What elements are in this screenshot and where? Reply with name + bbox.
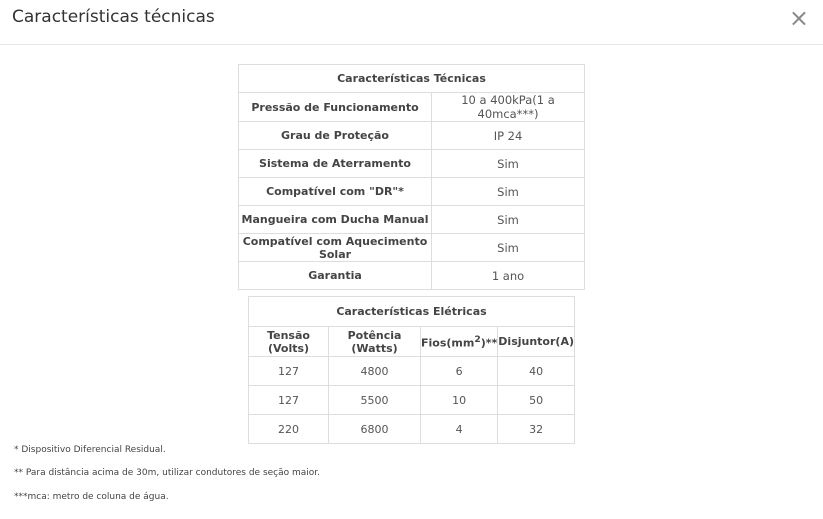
table-row bbox=[239, 206, 585, 234]
table-row bbox=[239, 93, 585, 122]
spec-label: Sistema de Aterramento bbox=[239, 150, 432, 178]
technical-specs-caption: Características Técnicas bbox=[239, 65, 585, 93]
spec-value: Sim bbox=[432, 206, 585, 234]
table-row bbox=[249, 415, 575, 444]
header-wires-prefix: Fios(mm bbox=[421, 336, 475, 350]
table-row bbox=[239, 234, 585, 262]
close-icon[interactable]: × bbox=[788, 4, 809, 32]
cell-power: 6800 bbox=[329, 415, 421, 444]
spec-label: Compatível com Aquecimento Solar bbox=[239, 234, 432, 262]
cell-wires: 10 bbox=[421, 386, 498, 415]
header-breaker: Disjuntor(A) bbox=[498, 327, 575, 357]
electrical-specs-table bbox=[248, 296, 575, 444]
spec-label: Garantia bbox=[239, 262, 432, 290]
table-row bbox=[249, 386, 575, 415]
footnote-dr: * Dispositivo Diferencial Residual. bbox=[14, 445, 166, 455]
header-wires bbox=[421, 327, 498, 357]
spec-label: Pressão de Funcionamento bbox=[239, 93, 432, 122]
spec-value: IP 24 bbox=[432, 122, 585, 150]
electrical-specs-caption: Características Elétricas bbox=[249, 297, 575, 327]
spec-value: Sim bbox=[432, 150, 585, 178]
table-row bbox=[239, 150, 585, 178]
table-row bbox=[239, 122, 585, 150]
cell-power: 5500 bbox=[329, 386, 421, 415]
table-row bbox=[239, 262, 585, 290]
modal-title: Características técnicas bbox=[12, 7, 215, 27]
table-header-row bbox=[249, 327, 575, 357]
header-voltage: Tensão (Volts) bbox=[249, 327, 329, 357]
spec-value: Sim bbox=[432, 178, 585, 206]
technical-specs-table bbox=[238, 64, 585, 290]
cell-voltage: 127 bbox=[249, 386, 329, 415]
spec-value: Sim bbox=[432, 234, 585, 262]
spec-value: 1 ano bbox=[432, 262, 585, 290]
footnote-distance: ** Para distância acima de 30m, utilizar condutores de seção maior. bbox=[14, 468, 321, 478]
footnote-mca: ***mca: metro de coluna de água. bbox=[14, 492, 169, 502]
cell-breaker: 40 bbox=[498, 357, 575, 386]
cell-wires: 6 bbox=[421, 357, 498, 386]
header-wires-suffix: )** bbox=[480, 336, 498, 350]
table-row bbox=[249, 357, 575, 386]
header-power: Potência (Watts) bbox=[329, 327, 421, 357]
cell-wires: 4 bbox=[421, 415, 498, 444]
cell-voltage: 220 bbox=[249, 415, 329, 444]
header-wires-sup: 2 bbox=[474, 333, 481, 345]
cell-voltage: 127 bbox=[249, 357, 329, 386]
modal-header bbox=[0, 0, 823, 45]
cell-breaker: 50 bbox=[498, 386, 575, 415]
spec-value: 10 a 400kPa(1 a 40mca***) bbox=[432, 93, 585, 122]
spec-label: Grau de Proteção bbox=[239, 122, 432, 150]
table-row bbox=[239, 178, 585, 206]
cell-power: 4800 bbox=[329, 357, 421, 386]
cell-breaker: 32 bbox=[498, 415, 575, 444]
spec-label: Compatível com "DR"* bbox=[239, 178, 432, 206]
spec-label: Mangueira com Ducha Manual bbox=[239, 206, 432, 234]
